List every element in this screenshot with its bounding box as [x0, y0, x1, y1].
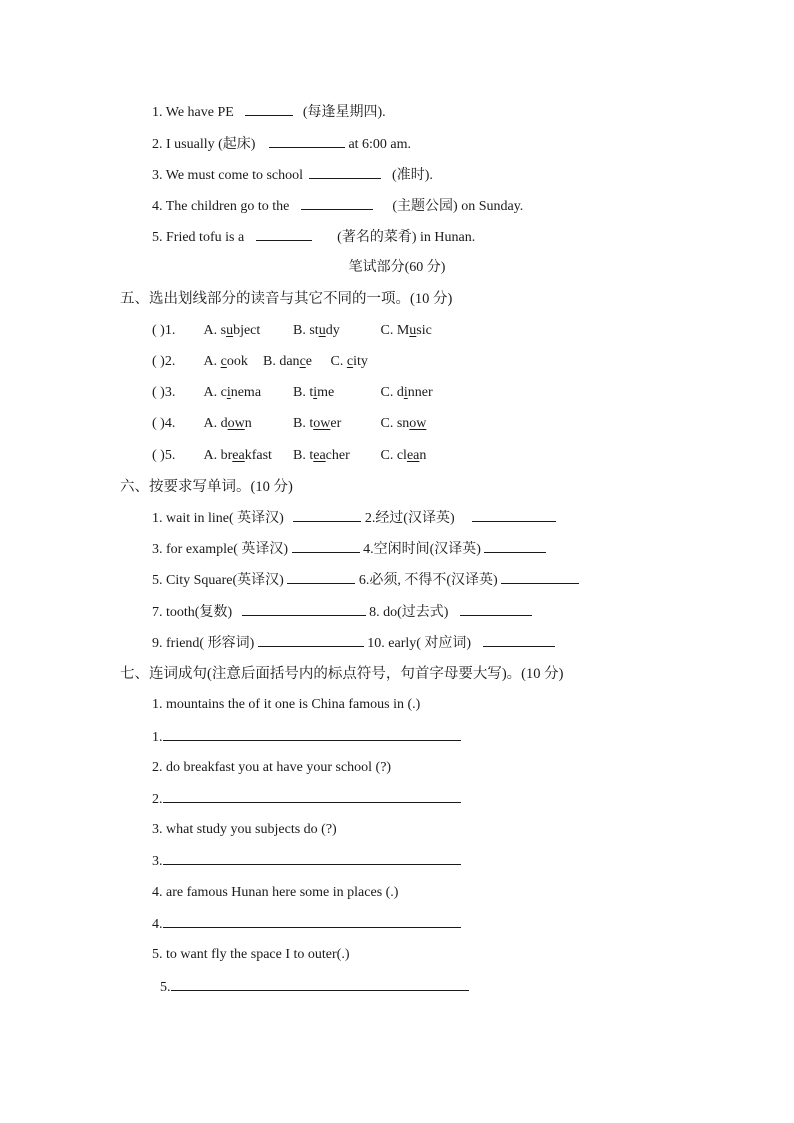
fill-item-hint: (主题公园) on Sunday.: [392, 199, 524, 214]
answer-bracket[interactable]: ( )2.: [152, 354, 176, 369]
sentence-answer-5: [160, 975, 469, 999]
fill-item-2: [152, 132, 411, 156]
option-c: C. dinner: [380, 385, 433, 400]
option-a: A. cinema: [203, 385, 262, 400]
word-item-row-3: [152, 568, 579, 592]
answer-blank[interactable]: [245, 100, 293, 116]
fill-item-hint: (著名的菜肴) in Hunan.: [337, 230, 476, 245]
answer-line[interactable]: [171, 975, 469, 991]
sentence-answer-4: [152, 912, 461, 936]
sentence-answer-3: [152, 849, 461, 873]
option-b: B. study: [293, 323, 340, 338]
option-a: A. breakfast: [203, 448, 272, 463]
fill-item-hint: (每逢星期四).: [302, 105, 386, 120]
option-b: B. tower: [293, 416, 342, 431]
sentence-answer-1: [152, 725, 461, 749]
answer-bracket[interactable]: ( )5.: [152, 448, 176, 463]
phonics-item-3: [152, 381, 433, 405]
answer-blank[interactable]: [484, 537, 546, 553]
answer-bracket[interactable]: ( )4.: [152, 416, 176, 431]
word-item-row-2: [152, 537, 546, 561]
fill-item-text: 3. We must come to school: [152, 168, 304, 183]
answer-bracket[interactable]: ( )1.: [152, 323, 176, 338]
answer-blank[interactable]: [242, 600, 366, 616]
section-7-title: 七、连词成句(注意后面括号内的标点符号，句首字母要大写)。(10 分): [120, 666, 564, 682]
answer-blank[interactable]: [483, 631, 555, 647]
fill-item-5: [152, 225, 475, 249]
answer-line[interactable]: [163, 912, 461, 928]
option-c: C. Music: [380, 323, 432, 338]
word-prompt: 9. friend( 形容词): [152, 636, 255, 651]
answer-line[interactable]: [163, 725, 461, 741]
option-c: C. clean: [380, 448, 427, 463]
fill-item-hint: (准时).: [392, 168, 433, 183]
answer-number: 2.: [152, 792, 163, 807]
written-part-title: 笔试部分(60 分): [348, 260, 446, 275]
option-b: B. teacher: [293, 448, 350, 463]
word-prompt: 7. tooth(复数): [152, 605, 233, 620]
answer-line[interactable]: [163, 849, 461, 865]
answer-line[interactable]: [163, 787, 461, 803]
answer-blank[interactable]: [460, 600, 532, 616]
sentence-words-1: 1. mountains the of it one is China famous in (.): [152, 697, 421, 712]
answer-blank[interactable]: [287, 568, 355, 584]
phonics-item-1: [152, 319, 432, 343]
word-item-row-4: [152, 600, 532, 624]
word-prompt: 2.经过(汉译英): [364, 511, 455, 526]
answer-blank[interactable]: [293, 506, 361, 522]
option-a: A. subject: [203, 323, 261, 338]
sentence-words-4: 4. are famous Hunan here some in places (.): [152, 885, 399, 900]
word-item-row-5: [152, 631, 555, 655]
answer-blank[interactable]: [269, 132, 345, 148]
word-prompt: 4.空闲时间(汉译英): [363, 542, 481, 557]
answer-blank[interactable]: [301, 194, 373, 210]
fill-item-3: [152, 163, 433, 187]
fill-item-4: [152, 194, 523, 218]
sentence-words-2: 2. do breakfast you at have your school (?): [152, 760, 392, 775]
fill-item-hint: at 6:00 am.: [348, 137, 412, 152]
fill-item-text: 5. Fried tofu is a: [152, 230, 245, 245]
fill-item-text: 4. The children go to the: [152, 199, 290, 214]
answer-blank[interactable]: [292, 537, 360, 553]
option-c: C. city: [330, 354, 368, 369]
section-6-title: 六、按要求写单词。(10 分): [120, 479, 293, 495]
answer-blank[interactable]: [256, 225, 312, 241]
phonics-item-5: [152, 444, 426, 468]
section-5-title: 五、选出划线部分的读音与其它不同的一项。(10 分): [120, 291, 453, 307]
word-prompt: 6.必须, 不得不(汉译英): [358, 573, 498, 588]
answer-number: 1.: [152, 730, 163, 745]
sentence-words-3: 3. what study you subjects do (?): [152, 822, 337, 837]
word-prompt: 8. do(过去式): [369, 605, 449, 620]
word-prompt: 5. City Square(英译汉): [152, 573, 284, 588]
answer-number: 4.: [152, 917, 163, 932]
option-c: C. snow: [380, 416, 427, 431]
answer-blank[interactable]: [472, 506, 556, 522]
option-a: A. down: [203, 416, 252, 431]
phonics-item-2: [152, 350, 368, 374]
answer-number: 3.: [152, 854, 163, 869]
sentence-words-5: 5. to want fly the space I to outer(.): [152, 947, 350, 962]
word-prompt: 10. early( 对应词): [367, 636, 472, 651]
answer-bracket[interactable]: ( )3.: [152, 385, 176, 400]
sentence-answer-2: [152, 787, 461, 811]
option-b: B. time: [293, 385, 335, 400]
fill-item-text: 2. I usually (起床): [152, 137, 256, 152]
option-a: A. cook: [203, 354, 248, 369]
word-prompt: 1. wait in line( 英译汉): [152, 511, 284, 526]
phonics-item-4: [152, 412, 426, 436]
word-item-row-1: [152, 506, 556, 530]
option-b: B. dance: [263, 354, 312, 369]
answer-blank[interactable]: [309, 163, 381, 179]
fill-item-text: 1. We have PE: [152, 105, 234, 120]
word-prompt: 3. for example( 英译汉): [152, 542, 289, 557]
answer-blank[interactable]: [501, 568, 579, 584]
fill-item-1: [152, 100, 386, 124]
answer-blank[interactable]: [258, 631, 364, 647]
answer-number: 5.: [160, 980, 171, 995]
